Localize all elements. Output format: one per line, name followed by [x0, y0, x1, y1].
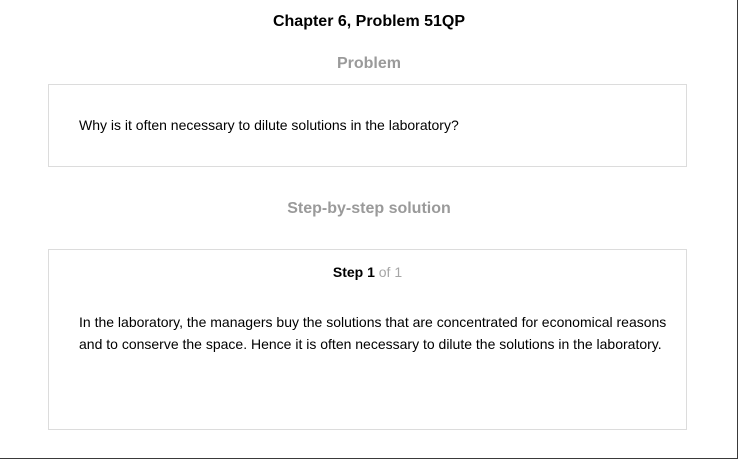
solution-heading: Step-by-step solution: [287, 200, 451, 217]
step-count: of 1: [378, 264, 403, 280]
solution-text: In the laboratory, the managers buy the solutions that are concentrated for economical reasons and to conserve the space. Hence it is often necessary to dilute the solutions in the laboratory.: [79, 314, 667, 352]
problem-card: [48, 84, 687, 167]
problem-heading: Problem: [336, 55, 401, 72]
page-title: Chapter 6, Problem 51QP: [272, 13, 466, 30]
solution-card: [48, 249, 687, 430]
step-header: [49, 263, 686, 281]
problem-text: Why is it often necessary to dilute solutions in the laboratory?: [79, 117, 459, 133]
step-label: Step 1: [332, 264, 375, 280]
